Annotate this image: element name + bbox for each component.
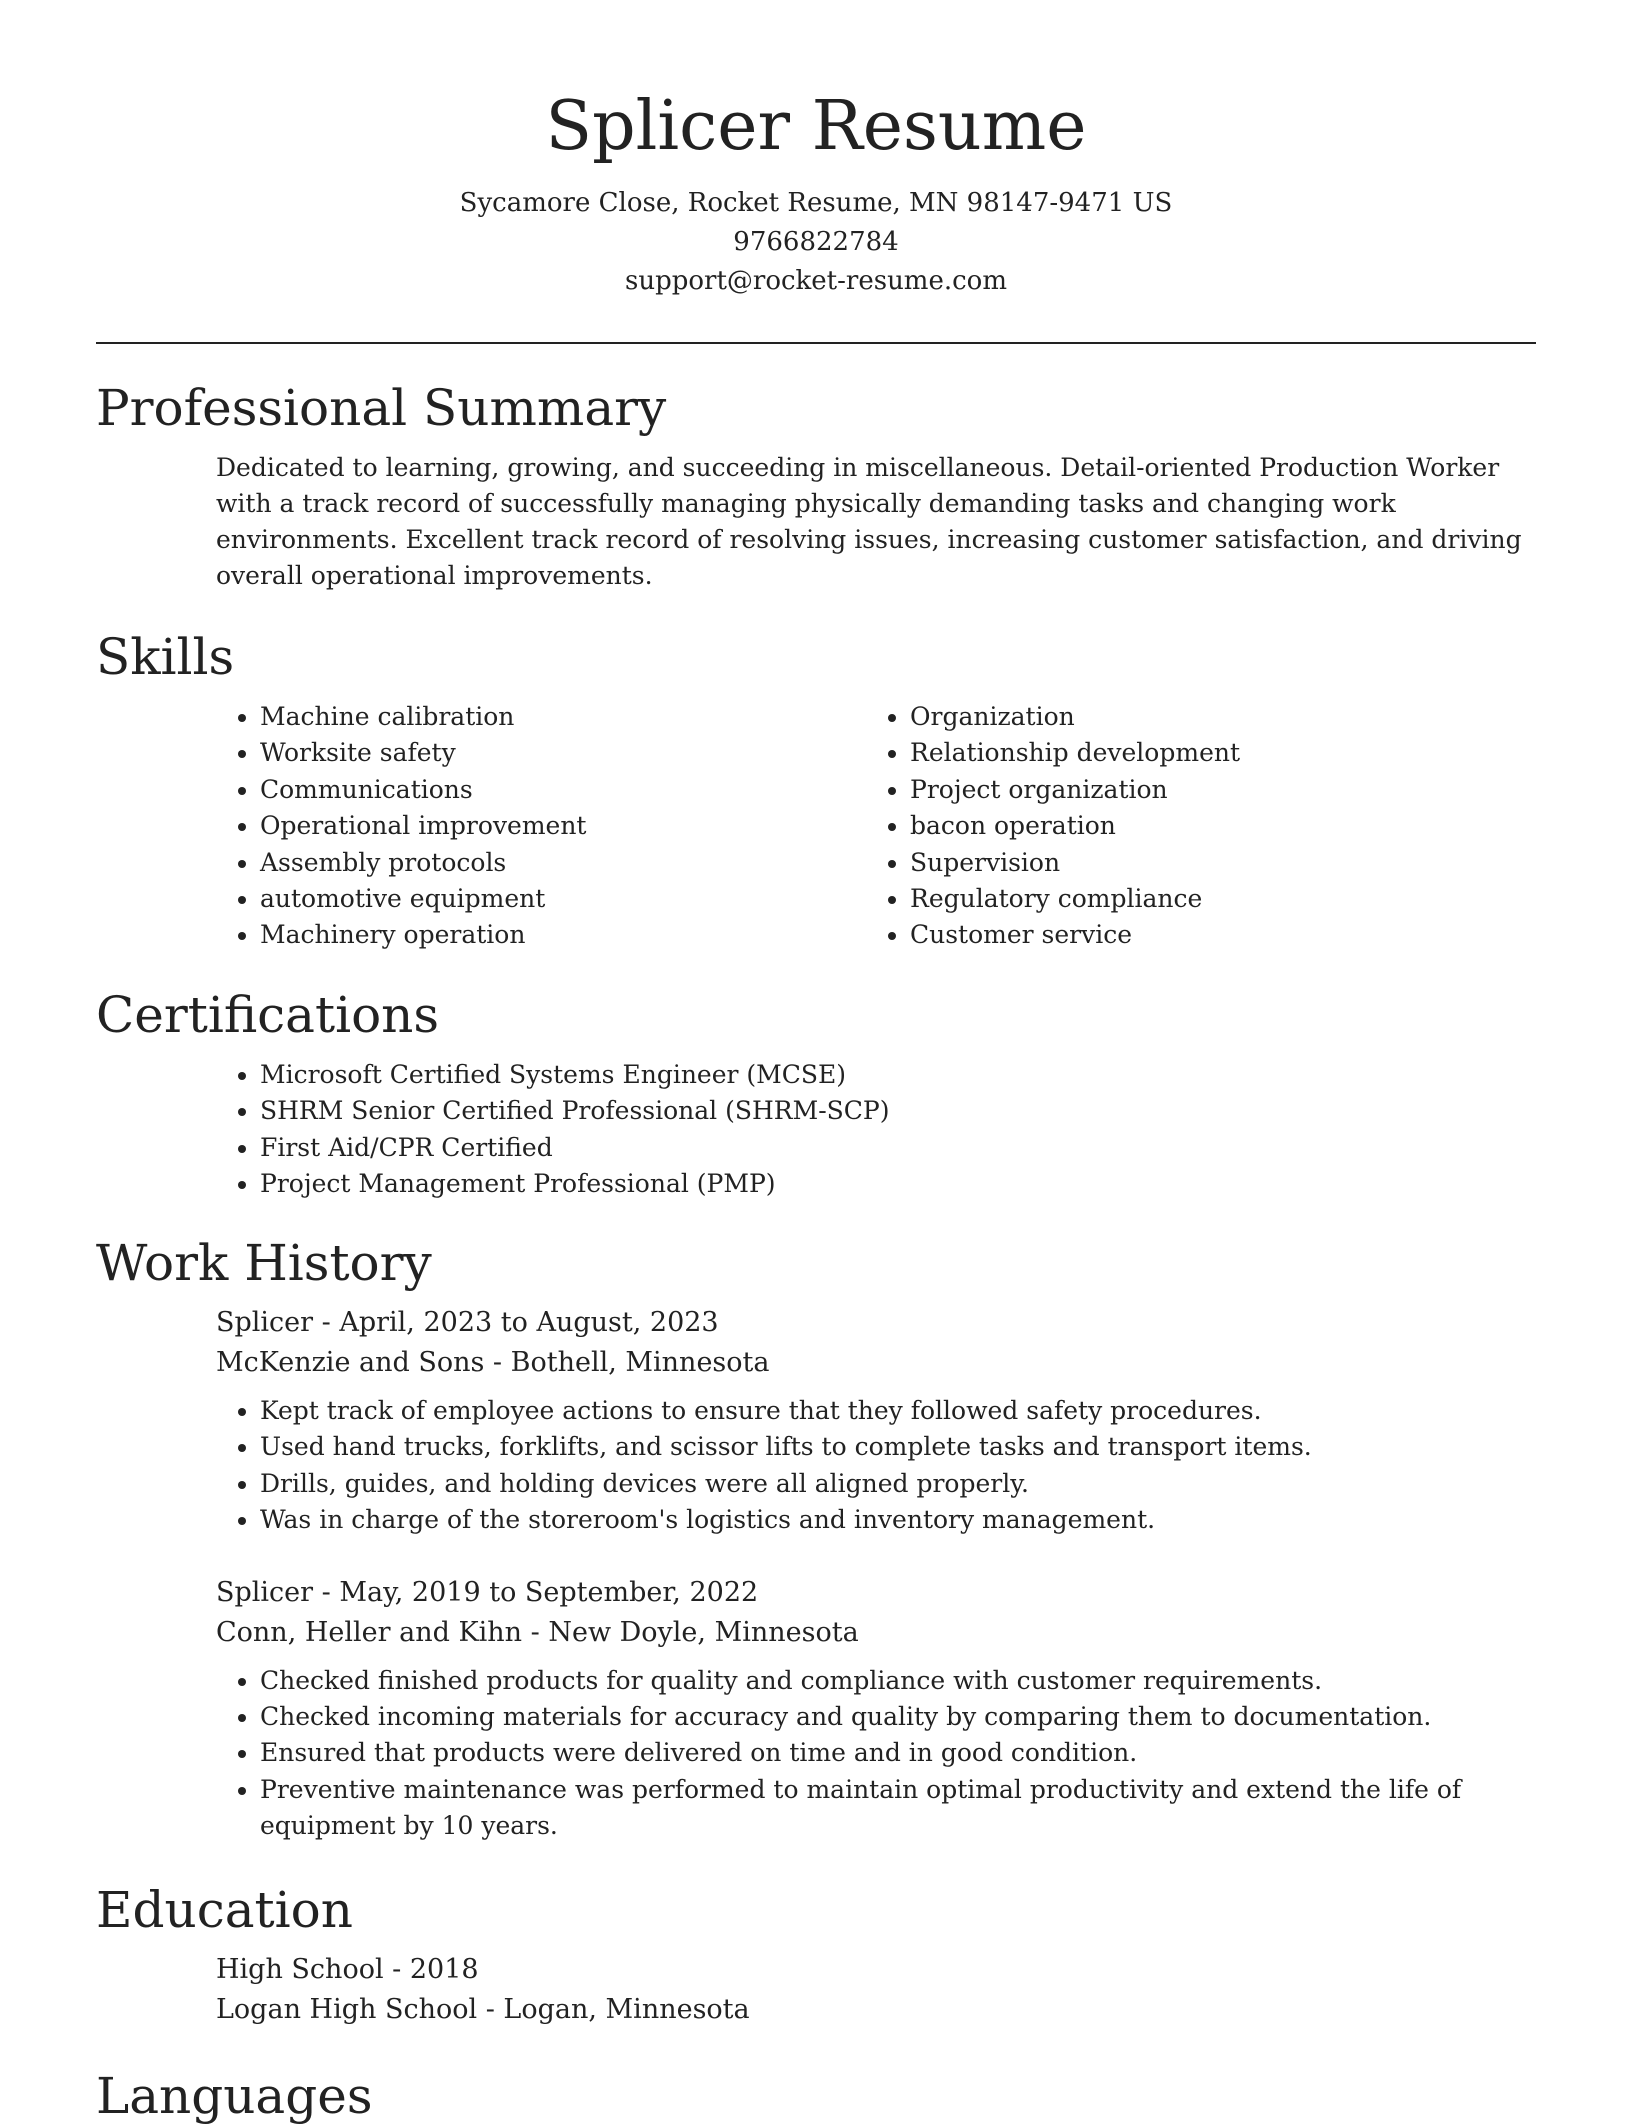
skill-item: • bacon operation [910, 808, 1516, 844]
job-bullet: • Kept track of employee actions to ensure that they followed safety procedures. [260, 1393, 1536, 1429]
job-bullet: • Preventive maintenance was performed to maintain optimal productivity and extend the life of equipment by 10 years. [260, 1772, 1536, 1845]
certification-item: • First Aid/CPR Certified [260, 1130, 1536, 1166]
languages-section [96, 2066, 1536, 2126]
certification-item: • Project Management Professional (PMP) [260, 1166, 1536, 1202]
certification-item: • Microsoft Certified Systems Engineer (MCSE) [260, 1057, 1536, 1093]
skill-item: • Communications [260, 772, 866, 808]
job-company-line: McKenzie and Sons - Bothell, Minnesota [216, 1347, 770, 1378]
job-bullet: • Checked incoming materials for accuracy and quality by comparing them to documentation. [260, 1699, 1536, 1735]
languages-heading: Languages [96, 2067, 373, 2125]
skills-list-left [216, 699, 866, 954]
job-company-line: Conn, Heller and Kihn - New Doyle, Minnesota [216, 1616, 859, 1648]
skill-item: • Assembly protocols [260, 845, 866, 881]
job-role-line: Splicer - May, 2019 to September, 2022 [216, 1576, 759, 1608]
job-bullet: • Ensured that products were delivered on time and in good condition. [260, 1735, 1536, 1771]
job-bullet: • Was in charge of the storeroom's logistics and inventory management. [260, 1502, 1536, 1538]
education-heading: Education [96, 1881, 353, 1939]
skills-list-right [866, 699, 1516, 954]
skills-column-left [216, 699, 866, 954]
address-text: Sycamore Close, Rocket Resume, MN 98147-9471 US [459, 188, 1173, 218]
summary-text: Dedicated to learning, growing, and succeeding in miscellaneous. Detail-oriented Production Worker with a track record of successfully managing physically demanding tasks and changing work environments. Excellent track record of resolving issues, increasing customer satisfaction, and driving overall operational improvements. [216, 453, 1522, 590]
certifications-list [216, 1057, 1536, 1203]
phone-text: 9766822784 [733, 227, 899, 257]
skill-item: • Regulatory compliance [910, 881, 1516, 917]
summary-section [96, 378, 1536, 594]
job-bullet: • Drills, guides, and holding devices were all aligned properly. [260, 1466, 1536, 1502]
certifications-heading: Certifications [96, 986, 440, 1044]
job-entry [216, 1573, 1536, 1845]
job-bullets [216, 1663, 1536, 1845]
work-history-section [96, 1233, 1536, 1845]
skill-item: • Customer service [910, 917, 1516, 953]
skill-item: • Worksite safety [260, 735, 866, 771]
certifications-section [96, 985, 1536, 1203]
skill-item: • automotive equipment [260, 881, 866, 917]
resume-title: Splicer Resume [545, 87, 1087, 166]
skill-item: • Operational improvement [260, 808, 866, 844]
job-entry [216, 1303, 1536, 1539]
job-bullet: • Checked finished products for quality and compliance with customer requirements. [260, 1663, 1536, 1699]
skills-section [96, 627, 1536, 954]
skill-item: • Machine calibration [260, 699, 866, 735]
education-entry [216, 1950, 1536, 2030]
skill-item: • Relationship development [910, 735, 1516, 771]
education-school-line: Logan High School - Logan, Minnesota [216, 1994, 750, 2025]
certification-item: • SHRM Senior Certified Professional (SHRM-SCP) [260, 1093, 1536, 1129]
skill-item: • Machinery operation [260, 917, 866, 953]
skills-column-right [866, 699, 1516, 954]
skill-item: • Project organization [910, 772, 1516, 808]
job-bullets [216, 1393, 1536, 1539]
email-text: support@rocket-resume.com [624, 266, 1007, 296]
job-bullet: • Used hand trucks, forklifts, and scissor lifts to complete tasks and transport items. [260, 1429, 1536, 1465]
education-section [96, 1880, 1536, 2030]
summary-heading: Professional Summary [96, 379, 667, 437]
skill-item: • Supervision [910, 845, 1516, 881]
contact-info [0, 184, 1632, 301]
certifications-body [216, 1057, 1536, 1203]
header-divider [96, 342, 1536, 344]
job-role-line: Splicer - April, 2023 to August, 2023 [216, 1307, 719, 1338]
work-history-heading: Work History [96, 1234, 432, 1292]
resume-header [0, 0, 1632, 301]
education-degree-line: High School - 2018 [216, 1954, 479, 1985]
skills-columns [216, 699, 1536, 954]
skill-item: • Organization [910, 699, 1516, 735]
skills-heading: Skills [96, 628, 235, 686]
